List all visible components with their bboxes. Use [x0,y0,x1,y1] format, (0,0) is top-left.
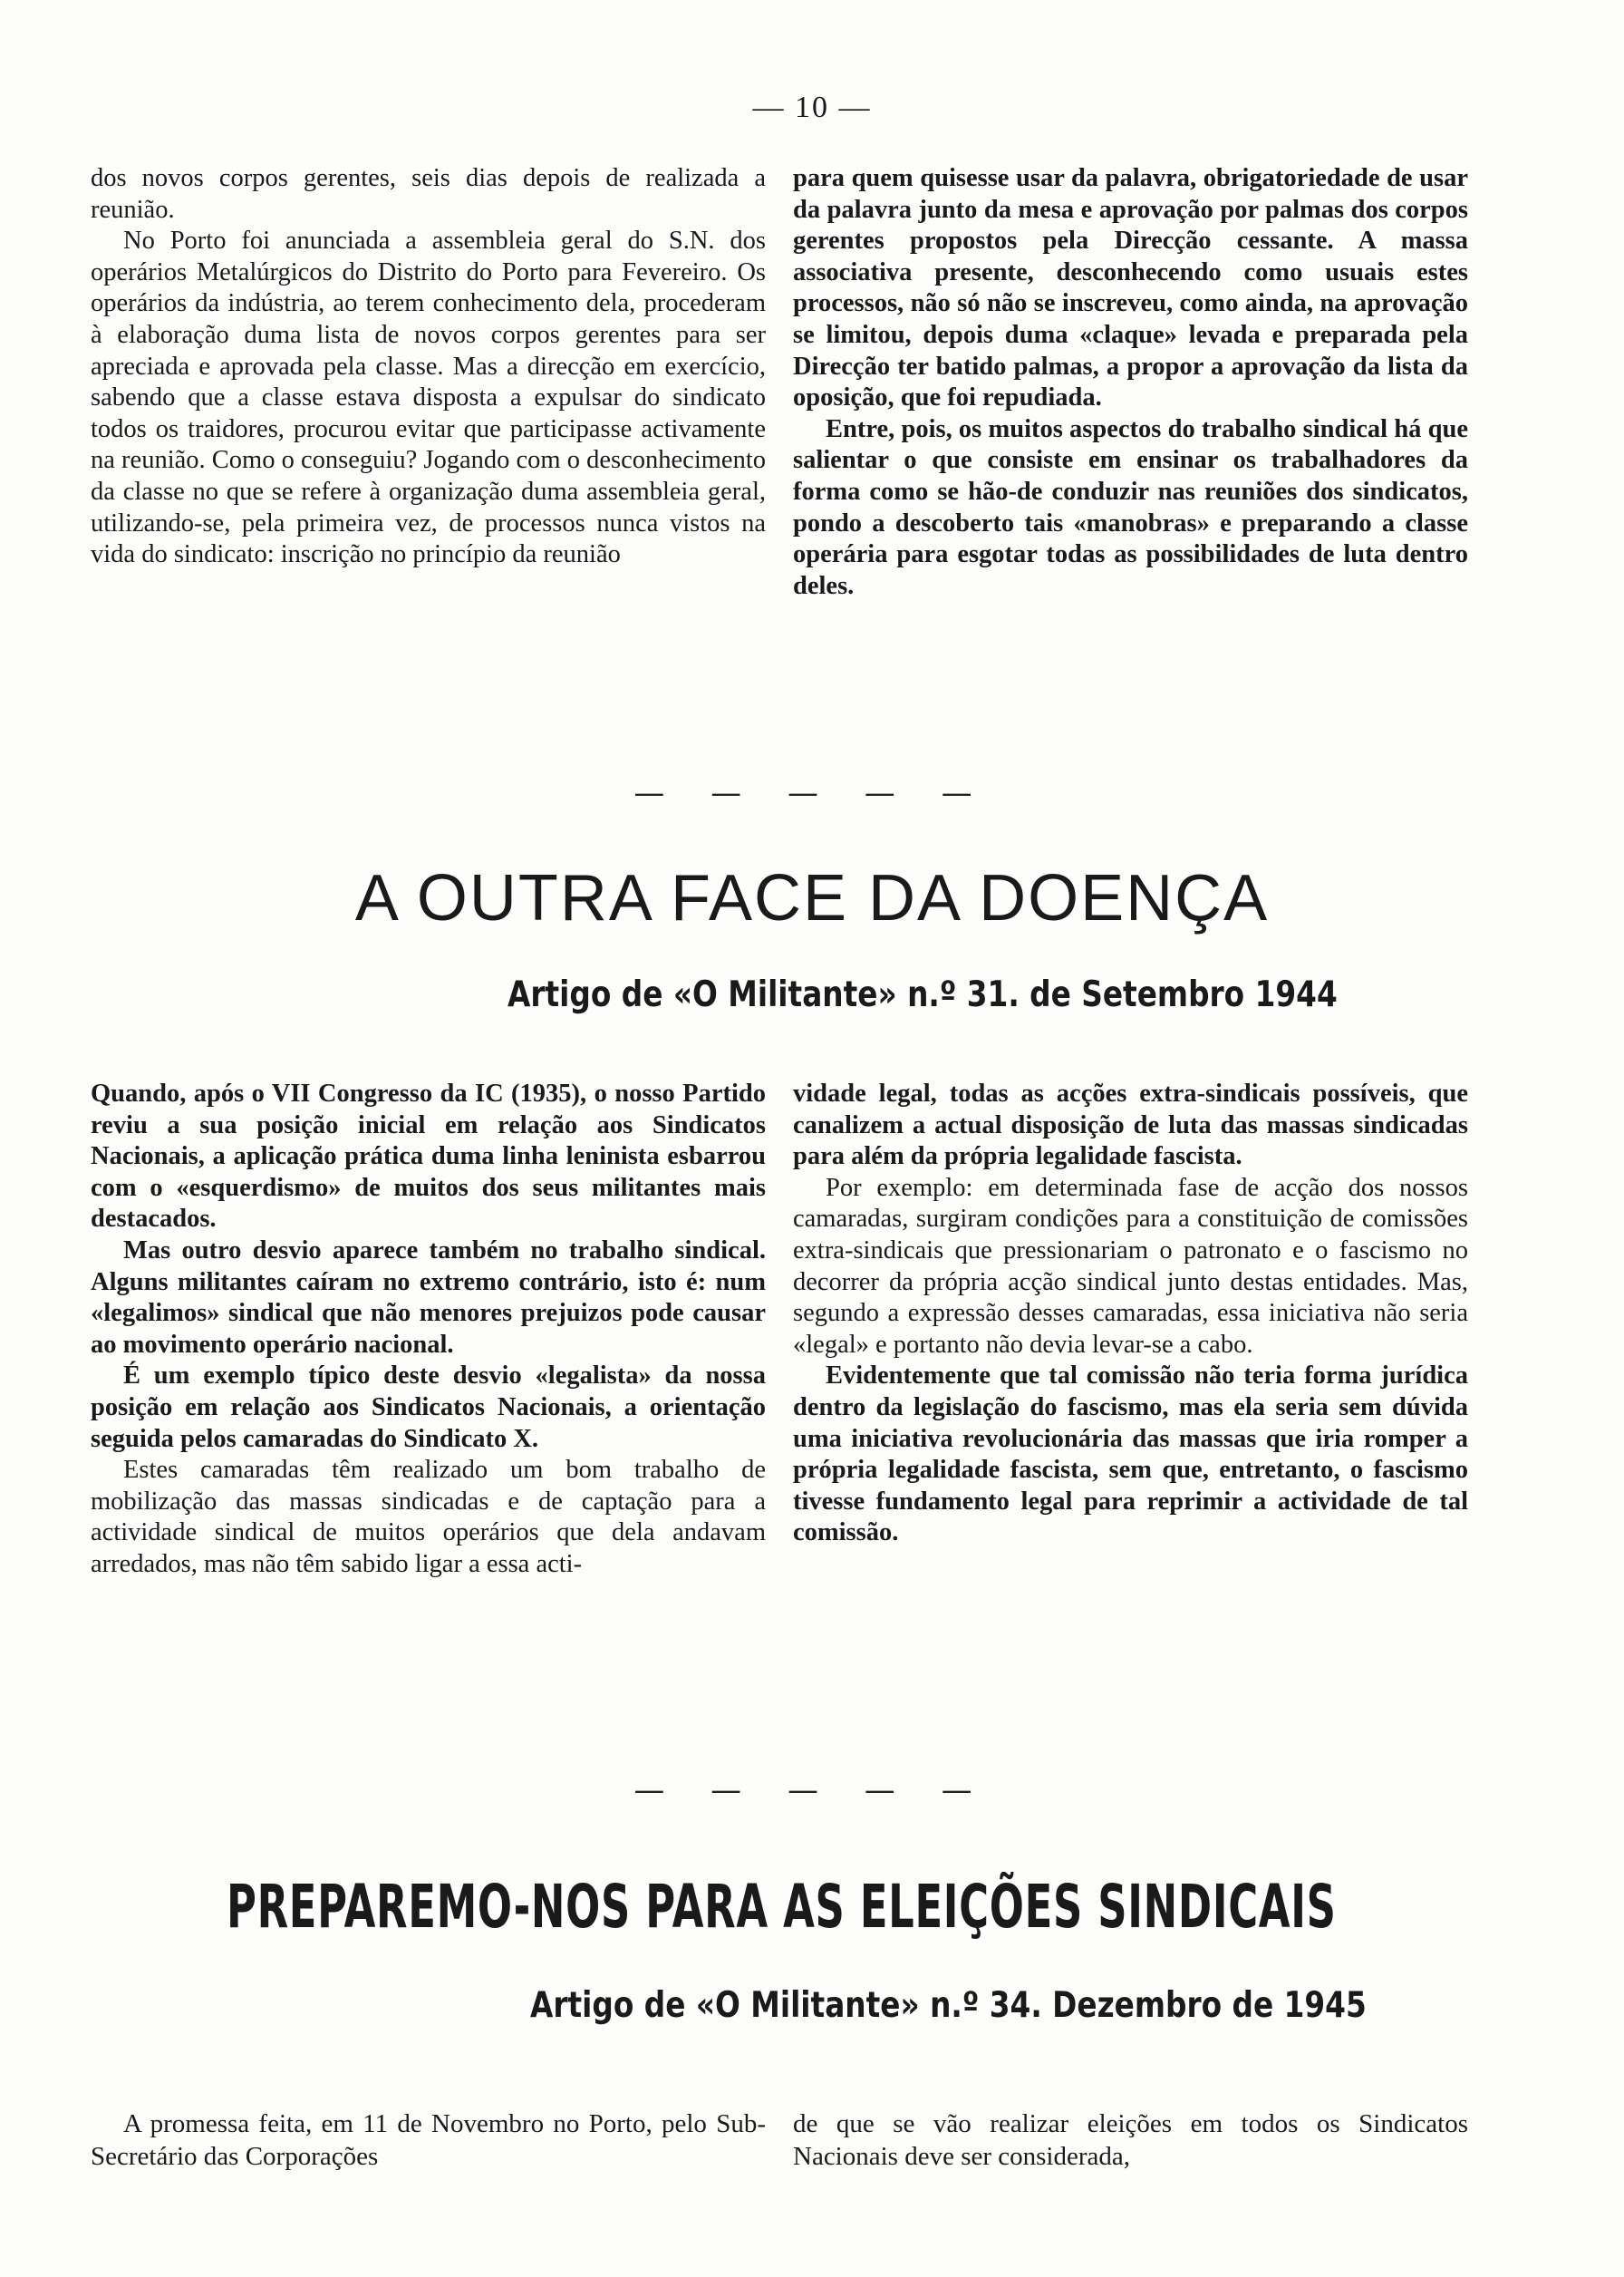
right-column [793,163,1468,602]
paragraph: Mas outro desvio aparece também no trabalho sindical. Alguns militantes caíram no extremo contrário, isto é: num «legalimos» sindical que não menores prejuizos pode causar ao movimento operário nacional. [91,1235,766,1359]
paragraph: para quem quisesse usar da palavra, obrigatoriedade de usar da palavra junto da mesa e aprovação por palmas dos corpos gerentes propostos pela Direcção cessante. A massa associativa presente, desconhecendo como usuais estes processos, não só não se inscreveu, como ainda, na aprovação se limitou, depois duma «claque» levada e preparada pela Direcção ter batido palmas, a propor a aprovação da lista da oposição, que foi repudiada. [793,164,1468,412]
paragraph: É um exemplo típico deste desvio «legalista» da nossa posição em relação aos Sindicatos Nacionais, a orientação seguida pelos camaradas do Sindicato X. [91,1361,766,1453]
article-subtitle: Artigo de «O Militante» n.º 31. de Setembro 1944 [508,974,1338,1015]
right-column [793,2107,1468,2173]
paragraph: Quando, após o VII Congresso da IC (1935), o nosso Partido reviu a sua posição inicial em relação aos Sindicatos Nacionais, a aplicação prática duma linha leninista esbarrou com o «esquerdismo» de muitos dos seus militantes mais destacados. [91,1080,766,1234]
section-separator: — — — — — [633,1772,991,1808]
article-2-columns [91,2107,1468,2173]
paragraph: vidade legal, todas as acções extra-sindicais possíveis, que canalizem a actual disposição de luta das massas sindicadas para além da própria legalidade fascista. [793,1080,1468,1171]
paragraph: dos novos corpos gerentes, seis dias depois de realizada a reunião. [91,164,766,224]
paragraph: Estes camaradas têm realizado um bom trabalho de mobilização das massas sindicadas e de captação para a actividade sindical de muitos operários que dela andavam arredados, mas não têm sabido ligar a essa acti- [91,1456,766,1578]
article-title: PREPAREMO-NOS PARA AS ELEIÇÕES SINDICAIS [227,1872,1337,1942]
article-title: A OUTRA FACE DA DOENÇA [354,862,1270,935]
paragraph: Por exemplo: em determinada fase de acção dos nossos camaradas, surgiram condições para a constituição de comissões extra-sindicais que pressionariam o patronato e o fascismo no decorrer da própria acção sindical junto destas entidades. Mas, segundo a expressão desses camaradas, essa iniciativa não seria «legal» e portanto não devia levar-se a cabo. [793,1173,1468,1359]
paragraph: Evidentemente que tal comissão não teria forma jurídica dentro da legislação do fascismo, mas ela seria sem dúvida uma iniciativa revolucionária das massas que iria romper a própria legalidade fascista, sem que, entretanto, o fascismo tivesse fundamento legal para reprimir a actividade de tal comissão. [793,1361,1468,1547]
right-column [793,1079,1468,1581]
paragraph: No Porto foi anunciada a assembleia geral do S.N. dos operários Metalúrgicos do Distrito do Porto para Fevereiro. Os operários da indústria, ao terem conhecimento dela, procederam à elaboração duma lista de novos corpos gerentes para ser apreciada e aprovada pela classe. Mas a direcção em exercício, sabendo que a classe estava disposta a expulsar do sindicato todos os traidores, procurou evitar que participasse activamente na reunião. Como o conseguiu? Jogando com o desconhecimento da classe no que se refere à organização duma assembleia geral, utilizando-se, pela primeira vez, de processos nunca vistos na vida do sindicato: inscrição no princípio da reunião [91,227,766,569]
left-column [91,1079,766,1581]
article-1-columns [91,1079,1468,1581]
article-subtitle: Artigo de «O Militante» n.º 34. Dezembro de 1945 [530,1985,1367,2026]
paragraph: Entre, pois, os muitos aspectos do trabalho sindical há que salientar o que consiste em ensinar os trabalhadores da forma como se hão-de conduzir nas reuniões dos sindicatos, pondo a descoberto tais «manobras» e preparando a classe operária para esgotar todas as possibilidades de luta dentro deles. [793,414,1468,600]
left-column [91,2107,766,2173]
page-number: — 10 — [752,91,872,124]
section-separator: — — — — — [633,775,991,811]
left-column [91,163,766,602]
paragraph: de que se vão realizar eleições em todos os Sindicatos Nacionais deve ser considerada, [793,2109,1468,2171]
continued-article-columns [91,163,1468,602]
paragraph: A promessa feita, em 11 de Novembro no Porto, pelo Sub-Secretário das Corporações [91,2109,766,2171]
